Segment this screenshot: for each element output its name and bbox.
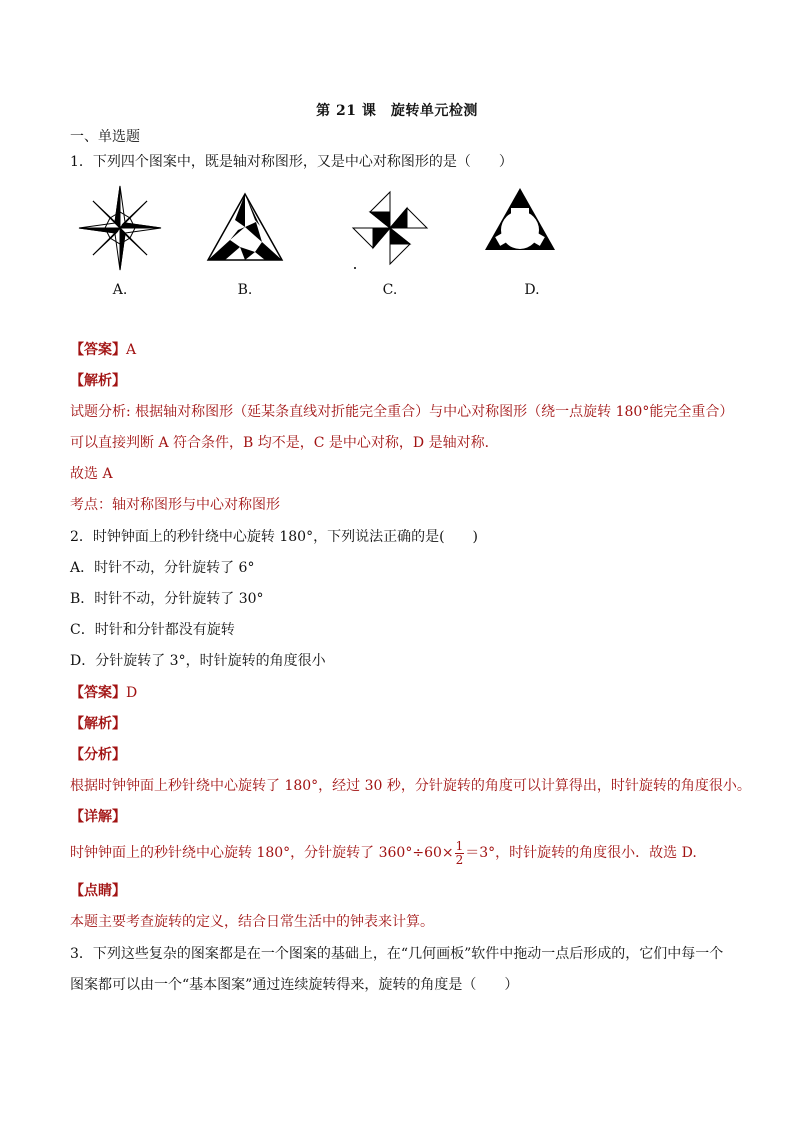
triangle-pattern-icon (200, 182, 290, 274)
q1-analysis-line-2: 可以直接判断 A 符合条件，B 均不是，C 是中心对称，D 是轴对称． (70, 435, 499, 451)
q1-answer (70, 340, 136, 360)
section-heading: 一、单选题 (70, 129, 140, 145)
option-a-label: A. (112, 282, 128, 298)
answer-value: A (126, 342, 137, 358)
q1-analysis-line-1: 试题分析: 根据轴对称图形（延某条直线对折能完全重合）与中心对称图形（绕一点旋转 180°能完全重合） (70, 404, 734, 420)
question-1-figures (70, 182, 630, 302)
xiangjie-text-pre: 时钟钟面上的秒针绕中心旋转 180°，分针旋转了 360°÷60× (70, 845, 454, 861)
q2-xiangjie (70, 838, 697, 868)
fraction-one-half (455, 840, 465, 867)
xiangjie-tag: 【详解】 (70, 809, 126, 825)
triangle-circle-icon (475, 182, 565, 274)
q2-option-b: B．时针不动，分针旋转了 30° (70, 591, 264, 607)
option-c-label: C. (382, 282, 398, 298)
q1-analysis-tag (70, 371, 126, 391)
figure-a-compass-star (75, 182, 165, 274)
xiangjie-text-post: ＝3°，时针旋转的角度很小．故选 D. (465, 845, 697, 861)
answer-tag: 【答案】 (70, 685, 126, 701)
fraction-numerator: 1 (455, 838, 464, 853)
option-d-label: D. (524, 282, 540, 298)
figure-c-pinwheel (345, 182, 435, 274)
analysis-tag: 【解析】 (70, 716, 126, 732)
question-2-stem: 2．时钟钟面上的秒针绕中心旋转 180°，下列说法正确的是( ) (70, 529, 479, 545)
figure-b-triangle (200, 182, 290, 274)
q2-analysis-tag (70, 714, 126, 734)
q2-fenxi-tag (70, 745, 126, 765)
q1-choose: 故选 A (70, 466, 113, 482)
option-b-label: B. (237, 282, 253, 298)
fenxi-tag: 【分析】 (70, 747, 126, 763)
page-title: 第 21 课 旋转单元检测 (316, 103, 478, 119)
figure-d-triangle-circle (475, 182, 565, 274)
q2-option-d: D．分针旋转了 3°，时针旋转的角度很小 (70, 653, 326, 669)
compass-star-icon (75, 182, 165, 274)
q2-option-a: A．时针不动，分针旋转了 6° (70, 560, 255, 576)
fraction-denominator: 2 (455, 852, 464, 867)
question-1-stem: 1．下列四个图案中，既是轴对称图形，又是中心对称图形的是（ ） (70, 154, 513, 170)
q2-answer (70, 683, 137, 703)
q2-dianjing: 本题主要考查旋转的定义，结合日常生活中的钟表来计算。 (70, 914, 434, 930)
q2-xiangjie-tag (70, 807, 126, 827)
question-3-stem-line-1: 3．下列这些复杂的图案都是在一个图案的基础上，在“几何画板”软件中拖动一点后形成的，它们中每一个 (70, 946, 724, 962)
q2-fenxi: 根据时钟钟面上秒针绕中心旋转了 180°，经过 30 秒，分针旋转的角度可以计算得出，时针旋转的角度很小。 (70, 778, 751, 794)
q2-option-c: C．时针和分针都没有旋转 (70, 622, 235, 638)
analysis-tag: 【解析】 (70, 373, 126, 389)
answer-value: D (126, 685, 138, 701)
dianjing-tag: 【点睛】 (70, 883, 126, 899)
answer-tag: 【答案】 (70, 342, 126, 358)
q1-kaodian: 考点：轴对称图形与中心对称图形 (70, 497, 280, 513)
q2-dianjing-tag (70, 881, 126, 901)
question-3-stem-line-2: 图案都可以由一个“基本图案”通过连续旋转得来，旋转的角度是（ ） (70, 977, 519, 993)
pinwheel-icon (345, 182, 435, 274)
